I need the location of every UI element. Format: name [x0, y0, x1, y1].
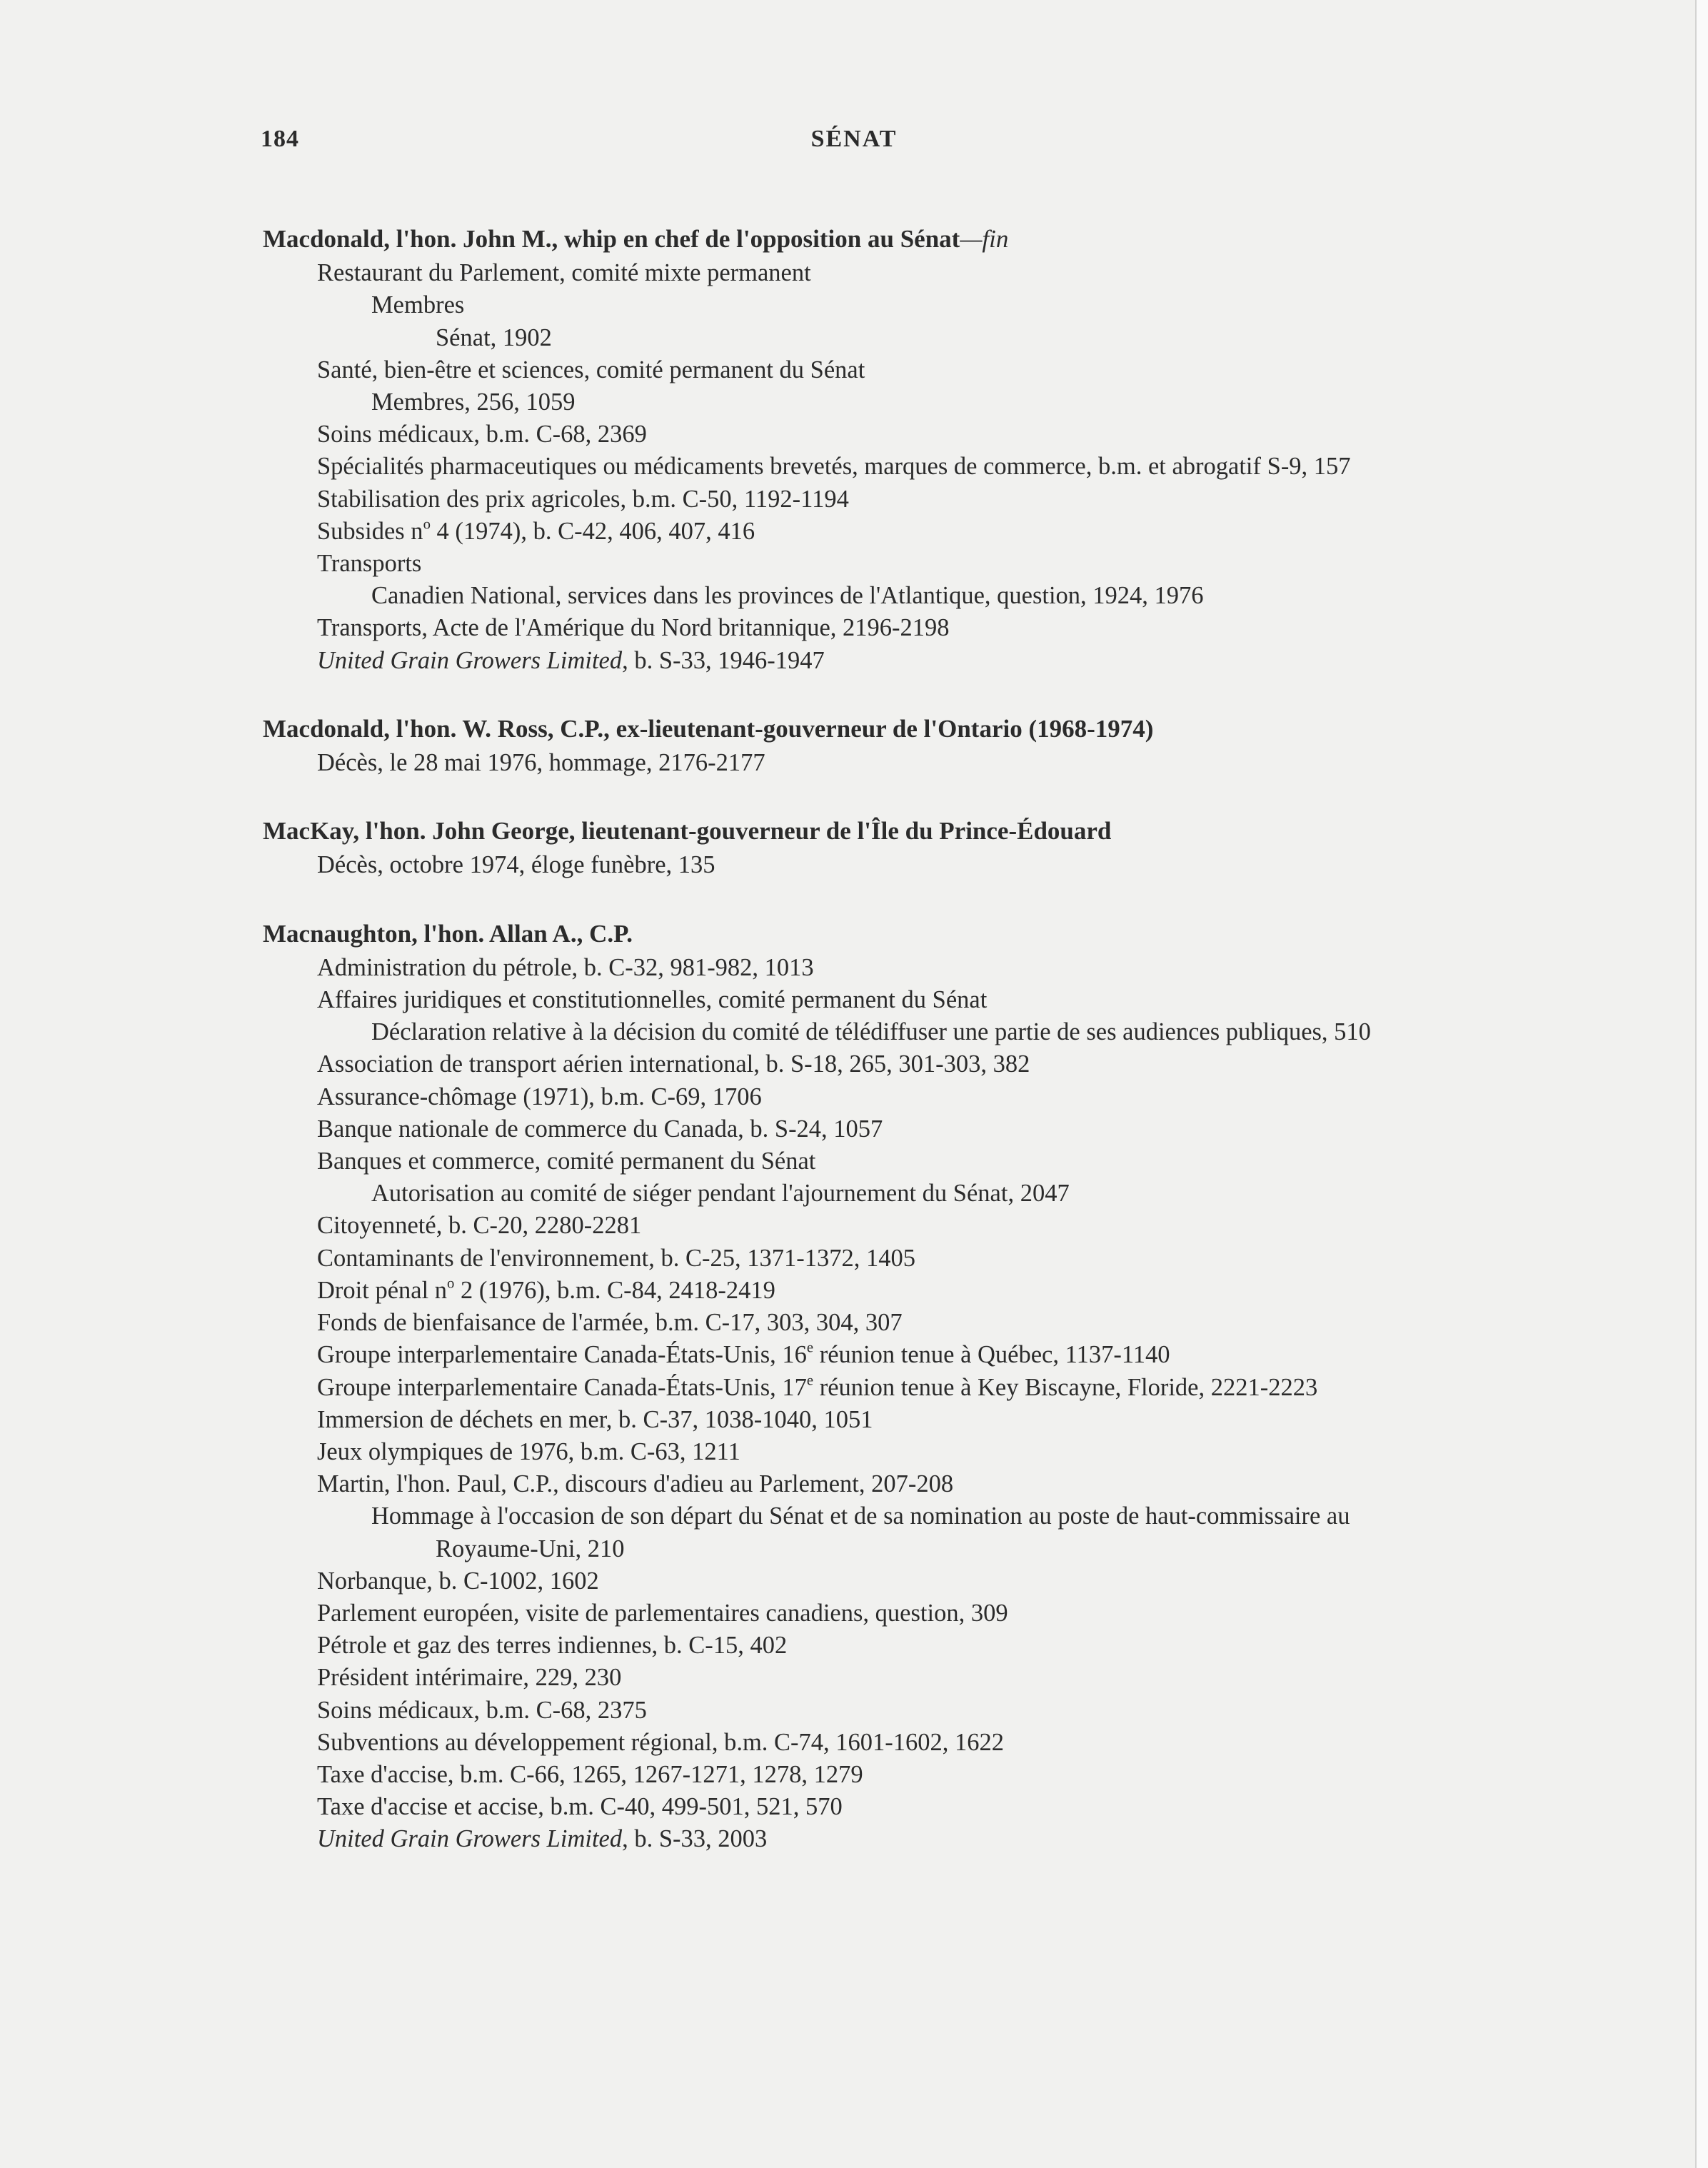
index-line: Taxe d'accise et accise, b.m. C-40, 499-501, 521, 570 — [317, 1793, 843, 1821]
index-line: Membres — [371, 291, 465, 319]
index-line: Martin, l'hon. Paul, C.P., discours d'adieu au Parlement, 207-208 — [317, 1470, 954, 1498]
index-line: Santé, bien-être et sciences, comité permanent du Sénat — [317, 356, 865, 383]
index-entry-macnaughton — [263, 918, 1662, 1856]
index-line-text: Groupe interparlementaire Canada-États-Unis, 17 — [317, 1373, 807, 1401]
entry-heading: Macnaughton, l'hon. Allan A., C.P. — [263, 919, 633, 948]
superscript: e — [806, 1340, 814, 1356]
index-line-text: , b. S-33, 2003 — [622, 1825, 768, 1853]
index-line: Transports, Acte de l'Amérique du Nord britannique, 2196-2198 — [317, 614, 950, 642]
index-line: Pétrole et gaz des terres indiennes, b. C-15, 402 — [317, 1632, 788, 1660]
index-line: Restaurant du Parlement, comité mixte permanent — [317, 259, 811, 287]
index-line: Banques et commerce, comité permanent du Sénat — [317, 1148, 816, 1175]
index-line: Canadien National, services dans les provinces de l'Atlantique, question, 1924, 1976 — [371, 582, 1204, 610]
index-line: Banque nationale de commerce du Canada, b. S-24, 1057 — [317, 1115, 883, 1143]
entry-heading: MacKay, l'hon. John George, lieutenant-gouverneur de l'Île du Prince-Édouard — [263, 817, 1112, 845]
index-line — [263, 1823, 1662, 1855]
index-line: Parlement européen, visite de parlementaires canadiens, question, 309 — [317, 1599, 1008, 1627]
index-line: Hommage à l'occasion de son départ du Sénat et de sa nomination au poste de haut-commissaire au — [371, 1502, 1350, 1530]
entry-heading — [263, 223, 1662, 255]
index-entry-macdonald-john — [263, 223, 1662, 677]
index-line: Fonds de bienfaisance de l'armée, b.m. C-17, 303, 304, 307 — [317, 1309, 903, 1337]
page-right-edge — [1695, 0, 1708, 2168]
index-line-text: 2 (1976), b.m. C-84, 2418-2419 — [454, 1276, 775, 1304]
entry-heading: Macdonald, l'hon. W. Ross, C.P., ex-lieutenant-gouverneur de l'Ontario (1968-1974) — [263, 714, 1154, 743]
index-line: Décès, octobre 1974, éloge funèbre, 135 — [317, 851, 715, 879]
index-line: Affaires juridiques et constitutionnelles, comité permanent du Sénat — [317, 986, 988, 1014]
superscript: o — [447, 1275, 455, 1292]
index-line: Sénat, 1902 — [436, 323, 552, 351]
page-number: 184 — [261, 126, 299, 152]
index-line-italic: United Grain Growers Limited — [317, 1825, 623, 1853]
index-line: Stabilisation des prix agricoles, b.m. C-50, 1192-1194 — [317, 485, 849, 513]
index-line: Spécialités pharmaceutiques ou médicaments brevetés, marques de commerce, b.m. et abrogatif S-9, 157 — [317, 453, 1351, 481]
index-line: Immersion de déchets en mer, b. C-37, 1038-1040, 1051 — [317, 1405, 873, 1433]
index-line: Transports — [317, 550, 422, 578]
index-line: Décès, le 28 mai 1976, hommage, 2176-2177 — [317, 749, 765, 777]
index-line: Président intérimaire, 229, 230 — [317, 1664, 622, 1692]
index-line-text: Droit pénal n — [317, 1276, 448, 1304]
index-line: Soins médicaux, b.m. C-68, 2375 — [317, 1696, 647, 1724]
index-line — [263, 1339, 1662, 1371]
entry-heading-suffix: —fin — [960, 225, 1009, 253]
entry-heading-text: Macdonald, l'hon. John M., whip en chef de l'opposition au Sénat — [263, 225, 960, 253]
index-line: Norbanque, b. C-1002, 1602 — [317, 1567, 599, 1595]
superscript: o — [423, 516, 431, 533]
index-line: Citoyenneté, b. C-20, 2280-2281 — [317, 1212, 642, 1240]
index-line — [263, 1372, 1662, 1404]
index-line: Taxe d'accise, b.m. C-66, 1265, 1267-1271, 1278, 1279 — [317, 1760, 863, 1788]
index-line: Subventions au développement régional, b.m. C-74, 1601-1602, 1622 — [317, 1728, 1005, 1756]
index-line-text: Groupe interparlementaire Canada-États-Unis, 16 — [317, 1341, 807, 1369]
index-line-text: , b. S-33, 1946-1947 — [622, 646, 825, 674]
index-line — [263, 1275, 1662, 1307]
index-line-text: réunion tenue à Key Biscayne, Floride, 2221-2223 — [813, 1373, 1318, 1401]
index-line — [263, 516, 1662, 548]
page-header: SÉNAT — [810, 126, 898, 152]
index-line-continuation: Royaume-Uni, 210 — [436, 1535, 625, 1562]
index-line-text: 4 (1974), b. C-42, 406, 407, 416 — [430, 517, 755, 545]
index-line: Contaminants de l'environnement, b. C-25, 1371-1372, 1405 — [317, 1244, 915, 1272]
index-line — [263, 645, 1662, 677]
index-line-text: Subsides n — [317, 517, 423, 545]
index-line: Déclaration relative à la décision du comité de télédiffuser une partie de ses audiences publiques, 510 — [371, 1018, 1371, 1046]
index-line: Assurance-chômage (1971), b.m. C-69, 1706 — [317, 1083, 762, 1110]
index-entry-mackay — [263, 815, 1662, 881]
index-line: Autorisation au comité de siéger pendant l'ajournement du Sénat, 2047 — [371, 1180, 1070, 1208]
superscript: e — [806, 1372, 814, 1389]
index-line: Soins médicaux, b.m. C-68, 2369 — [317, 421, 647, 448]
index-line: Jeux olympiques de 1976, b.m. C-63, 1211 — [317, 1437, 740, 1465]
index-line-italic: United Grain Growers Limited — [317, 646, 623, 674]
index-content — [263, 223, 1662, 1892]
index-line: Administration du pétrole, b. C-32, 981-982, 1013 — [317, 953, 814, 981]
index-entry-macdonald-ross — [263, 713, 1662, 779]
index-line: Association de transport aérien international, b. S-18, 265, 301-303, 382 — [317, 1050, 1030, 1078]
index-line: Membres, 256, 1059 — [371, 388, 576, 416]
index-line-text: réunion tenue à Québec, 1137-1140 — [813, 1341, 1170, 1369]
